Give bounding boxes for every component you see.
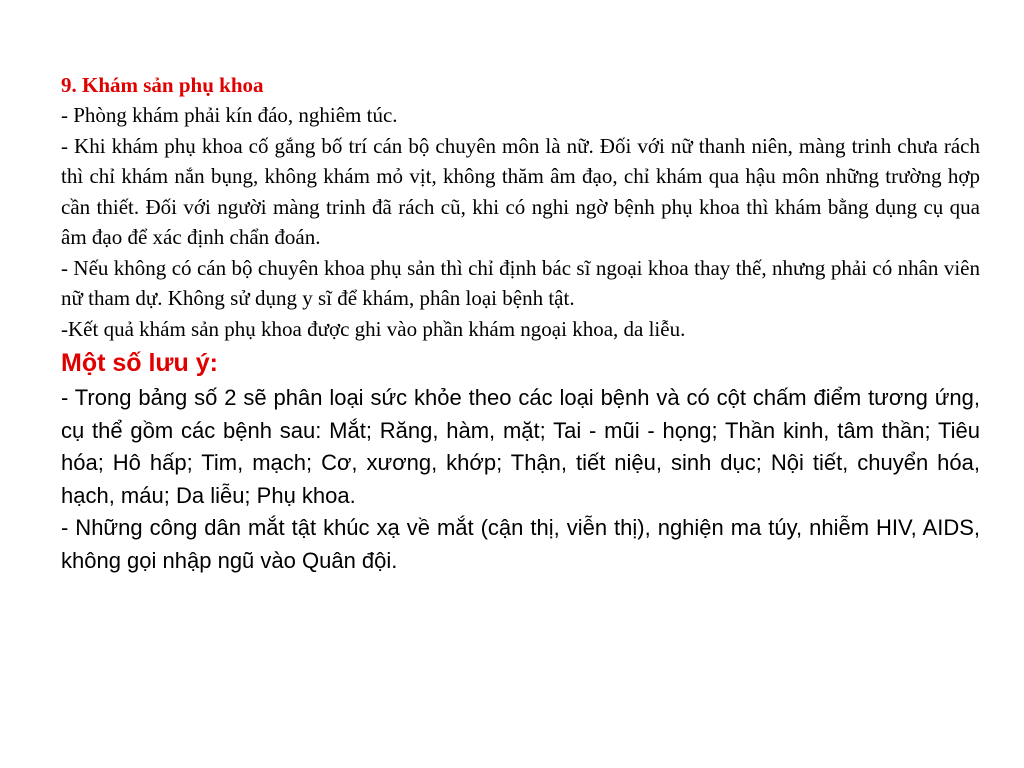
paragraph-result-recording: -Kết quả khám sản phụ khoa được ghi vào phần khám ngoại khoa, da liễu. [61, 316, 686, 341]
section-title-gynecology: 9. Khám sản phụ khoa [61, 73, 264, 97]
slide-content [61, 70, 980, 577]
paragraph-exam-room: - Phòng khám phải kín đáo, nghiêm túc. [61, 103, 398, 127]
paragraph-exclusions: - Những công dân mắt tật khúc xạ về mắt (cận thị, viễn thị), nghiện ma túy, nhiễm HIV, AIDS, không gọi nhập ngũ vào Quân đội. [61, 515, 980, 573]
paragraph-substitute-doctor: - Nếu không có cán bộ chuyên khoa phụ sản thì chỉ định bác sĩ ngoại khoa thay thế, nhưng phải có nhân viên nữ tham dự. Không sử dụng y sĩ để khám, phân loại bệnh tật. [61, 255, 980, 310]
paragraph-female-staff: - Khi khám phụ khoa cố gắng bố trí cán bộ chuyên môn là nữ. Đối với nữ thanh niên, màng trinh chưa rách thì chỉ khám nắn bụng, không khám mỏ vịt, không thăm âm đạo, chỉ khám qua hậu môn những trường hợp cần thiết. Đối với người màng trinh đã rách cũ, khi có nghi ngờ bệnh phụ khoa thì khám bằng dụng cụ qua âm đạo để xác định chẩn đoán. [61, 133, 980, 249]
paragraph-health-table: - Trong bảng số 2 sẽ phân loại sức khỏe theo các loại bệnh và có cột chấm điểm tương ứng, cụ thể gồm các bệnh sau: Mắt; Răng, hàm, mặt; Tai - mũi - họng; Thần kinh, tâm thần; Tiêu hóa; Hô hấp; Tim, mạch; Cơ, xương, khớp; Thận, tiết niệu, sinh dục; Nội tiết, chuyển hóa, hạch, máu; Da liễu; Phụ khoa. [61, 385, 980, 508]
section-title-notes: Một số lưu ý: [61, 349, 218, 377]
